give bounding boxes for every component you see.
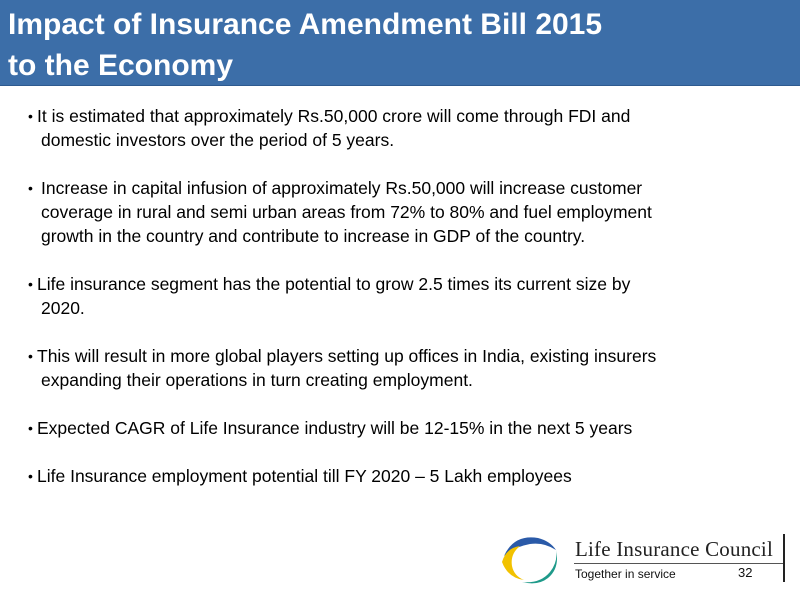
- slide-title-line-2: to the Economy: [8, 49, 234, 82]
- org-tagline: Together in service: [575, 567, 676, 581]
- bullet-line: coverage in rural and semi urban areas from 72% to 80% and fuel employment: [41, 202, 652, 222]
- council-logo: [500, 532, 786, 582]
- slide-title-line-1: Impact of Insurance Amendment Bill 2015: [8, 8, 603, 41]
- council-emblem-icon: [500, 532, 560, 584]
- bullet-line: • Increase in capital infusion of approximately Rs.50,000 will increase customer: [41, 178, 643, 198]
- bullet-item: [28, 272, 768, 320]
- bullet-line: • Life insurance segment has the potential to grow 2.5 times its current size by: [37, 274, 631, 294]
- logo-divider: [574, 563, 784, 564]
- page-number: 32: [738, 565, 753, 580]
- bullet-line: • Expected CAGR of Life Insurance industry will be 12-15% in the next 5 years: [37, 418, 633, 438]
- bullet-line: domestic investors over the period of 5 years.: [41, 130, 395, 150]
- title-bar: [0, 0, 800, 86]
- bullet-line: • Life Insurance employment potential till FY 2020 – 5 Lakh employees: [37, 466, 572, 486]
- bullet-line: 2020.: [41, 298, 85, 318]
- bullet-line: expanding their operations in turn creating employment.: [41, 370, 473, 390]
- logo-vertical-divider: [783, 534, 785, 582]
- bullet-item: [28, 176, 768, 248]
- org-name: Life Insurance Council: [575, 537, 773, 561]
- bullet-line: • It is estimated that approximately Rs.50,000 crore will come through FDI and: [37, 106, 631, 126]
- bullet-item: [28, 104, 768, 152]
- bullet-line: • This will result in more global players setting up offices in India, existing insurers: [37, 346, 657, 366]
- slide-title: [8, 4, 602, 86]
- bullet-line: growth in the country and contribute to increase in GDP of the country.: [41, 226, 586, 246]
- bullet-list: [28, 104, 768, 512]
- bullet-item: [28, 464, 768, 488]
- bullet-item: [28, 344, 768, 392]
- bullet-item: [28, 416, 768, 440]
